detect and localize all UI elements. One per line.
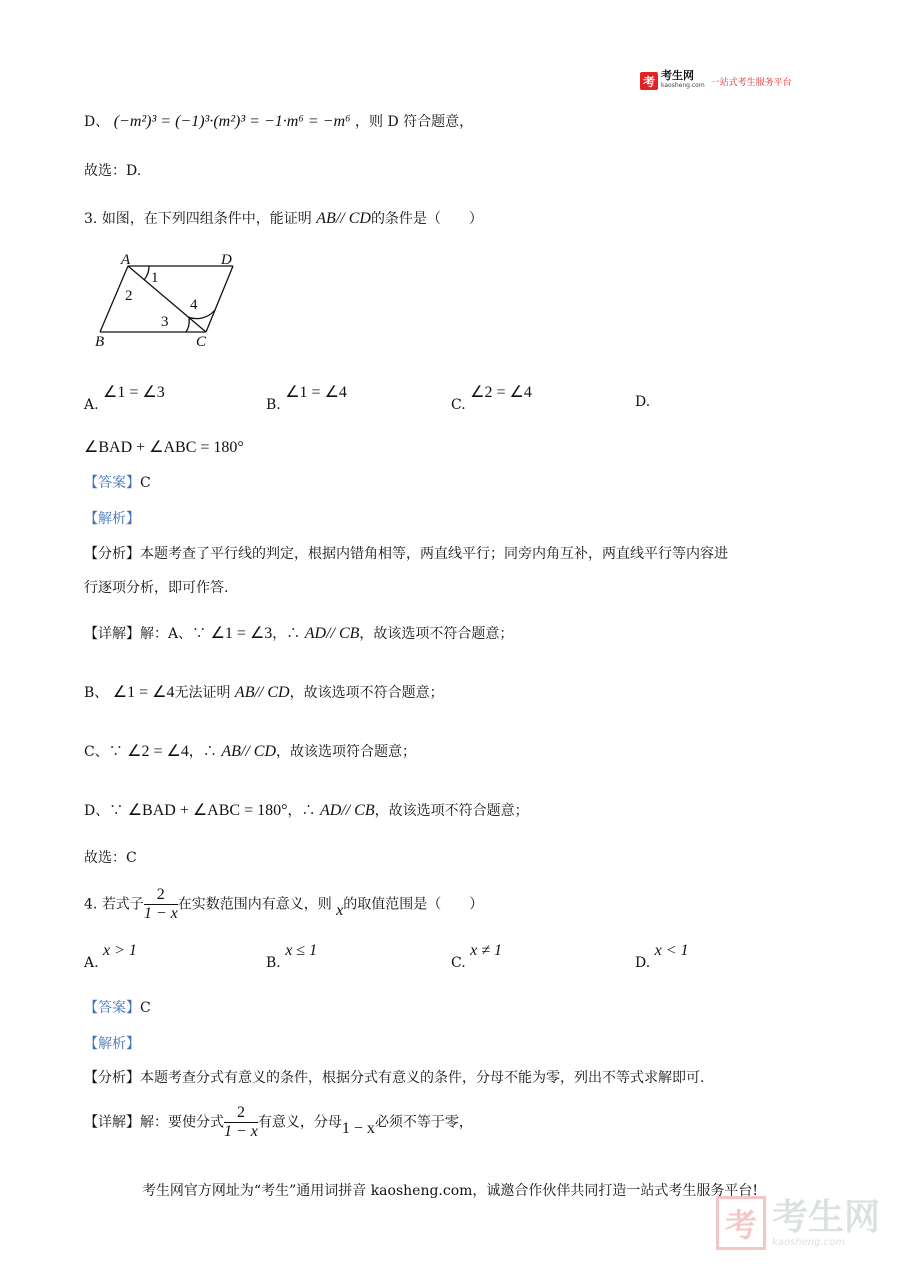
logo-slogan: 一站式考生服务平台 [710,77,792,88]
logo-domain: kaosheng.com [661,82,705,89]
site-logo [640,70,792,92]
q3-detail-c-math1: ∠2 = ∠4 [127,743,189,760]
footer-notice: 考生网官方网址为“考生”通用词拼音 kaosheng.com，诚邀合作伙伴共同打造一站式考生服务平台! [141,1183,759,1199]
q4-detail-post: 必须不等于零， [374,1114,473,1131]
q4-option-a-expr: x > 1 [103,942,137,959]
q4-fenxi-text: 本题考查分式有意义的条件，根据分式有意义的条件，分母不能为零，列出不等式求解即可. [140,1070,705,1086]
q4-stem-after: 的取值范围是（ ） [343,896,484,913]
q3-detail-b-pre: B、 [84,685,109,701]
q4-stem [84,886,483,923]
q2-d-expression: (−m²)³ = (−1)³·(m²)³ = −1·m⁶ = −m⁶ [113,113,351,130]
q3-option-b-expr: ∠1 = ∠4 [285,384,347,401]
q4-answer-tag: 【答案】 [84,1000,140,1016]
q3-fenxi-line1 [84,544,728,564]
q3-detail-b-math2: AB// CD [234,684,290,701]
q3-detail-a-mid: ，∴ [272,626,301,642]
q3-option-c-expr: ∠2 = ∠4 [470,384,532,401]
q4-stem-before: 若式子 [101,896,144,913]
q4-option-c [451,942,503,972]
q3-option-a-letter: A. [84,397,99,413]
segment-cd [206,266,233,332]
q4-detail-frac-den: 1 − x [224,1123,258,1140]
q2-option-d-line [84,112,473,132]
q4-stem-var: x [336,901,344,919]
q2-d-suffix: ，则 D 符合题意， [355,114,474,130]
q4-frac-num: 2 [144,886,178,905]
q3-answer-value: C [140,475,151,491]
q3-option-a [84,384,165,414]
q3-detail-b-post: ，故该选项不符合题意； [289,685,444,701]
q3-fenxi-text1: 本题考查了平行线的判定，根据内错角相等，两直线平行；同旁内角互补，两直线平行等内容进 [140,546,728,562]
q3-analysis-tag: 【解析】 [84,511,140,527]
q3-option-d-expr [84,438,244,458]
q3-detail-a [84,624,513,644]
label-angle-2: 2 [125,288,133,304]
q3-fenxi-line2: 行逐项分析，即可作答. [84,580,229,596]
q3-option-d [635,394,650,410]
q3-fenxi-tag: 【分析】 [84,546,140,562]
label-d: D [221,252,232,268]
q4-frac-den: 1 − x [143,905,178,922]
label-angle-4: 4 [190,297,198,313]
segment-ab [100,266,128,332]
q4-fenxi-tag: 【分析】 [84,1070,140,1086]
q3-parallelogram-figure [88,248,248,352]
watermark-mark-icon: 考 [716,1196,766,1250]
q3-option-d-letter: D. [635,394,651,410]
q3-detail-a-post: ，故该选项不符合题意； [359,626,514,642]
q4-analysis-tag: 【解析】 [84,1036,140,1052]
q3-detail-b [84,683,444,703]
q4-detail [84,1104,473,1141]
label-c: C [196,334,207,350]
q4-fenxi [84,1068,704,1088]
q3-detail-d-post: ，故该选项不符合题意； [374,803,529,819]
q3-conclusion: 故选：C [84,850,137,866]
q3-number: 3. [84,211,98,227]
q4-stem-mid: 在实数范围内有意义，则 [177,896,332,913]
logo-mark-icon: 考 [640,72,658,90]
q3-option-c-letter: C. [451,397,466,413]
label-a: A [121,252,131,268]
q4-option-d [635,942,689,972]
q3-detail-d-math1: ∠BAD + ∠ABC = 180° [127,802,288,819]
q4-stem-fraction [144,886,178,923]
q3-answer [84,473,151,493]
q3-answer-tag: 【答案】 [84,475,140,491]
q4-option-b-letter: B. [266,955,281,971]
q3-detail-d-math2: AD// CB [319,802,375,819]
q4-number: 4. [84,896,98,913]
q2-d-prefix: D、 [84,114,110,130]
q4-detail-mid: 有意义，分母 [257,1114,342,1131]
q3-detail-c-mid: ，∴ [188,744,217,760]
q3-option-b [266,384,347,414]
angle-1-arc [144,266,149,280]
q4-option-c-letter: C. [451,955,466,971]
q3-detail-d-pre: D、∵ [84,803,124,819]
q4-detail-fraction [224,1104,258,1141]
q3-detail-a-math2: AD// CB [304,625,360,642]
q2-conclusion: 故选：D. [84,163,142,179]
q4-detail-math: 1 − x [341,1119,375,1137]
q3-detail-c-post: ，故该选项符合题意； [276,744,417,760]
q4-option-b [266,942,318,972]
q4-option-a-letter: A. [84,955,99,971]
angle-3-arc [186,318,189,332]
q4-answer [84,998,151,1018]
q3-stem-after: 的条件是（ ） [370,211,483,227]
q3-option-d-expr-text: ∠BAD + ∠ABC = 180° [84,439,244,456]
logo-name-text: 考生网 [661,69,694,82]
q4-detail-pre: 解：要使分式 [140,1114,224,1131]
watermark [716,1196,880,1250]
label-angle-3: 3 [161,314,169,330]
q3-option-c [451,384,532,414]
q3-detail-c [84,742,416,762]
label-angle-1: 1 [151,270,159,286]
q4-option-b-expr: x ≤ 1 [285,942,318,959]
q4-detail-tag: 【详解】 [84,1114,140,1131]
q3-detail-a-math1: ∠1 = ∠3 [210,625,273,642]
q4-option-d-expr: x < 1 [654,942,689,959]
q3-stem-math: AB// CD [316,210,371,227]
q4-option-a [84,942,137,972]
logo-name [661,71,705,91]
q3-detail-tag: 【详解】 [84,626,140,642]
q4-option-c-expr: x ≠ 1 [470,942,503,959]
q3-option-b-letter: B. [266,397,281,413]
q3-detail-c-pre: C、∵ [84,744,123,760]
q3-detail-d-mid: ，∴ [287,803,316,819]
q3-option-a-expr: ∠1 = ∠3 [103,384,165,401]
q4-answer-value: C [140,1000,151,1016]
watermark-name: 考生网 [772,1196,881,1238]
q3-detail-a-pre: 解：A、∵ [140,626,207,642]
q4-detail-frac-num: 2 [224,1104,258,1123]
q3-detail-b-math1: ∠1 = ∠4 [112,684,175,701]
q3-detail-c-math2: AB// CD [221,743,277,760]
watermark-text [772,1196,881,1248]
q3-stem-before: 如图，在下列四组条件中，能证明 [101,211,312,227]
watermark-domain: kaosheng.com [772,1236,845,1248]
q3-stem [84,209,483,229]
label-b: B [95,334,105,350]
q3-detail-b-mid: 无法证明 [174,685,231,701]
q3-detail-d [84,801,529,821]
q4-option-d-letter: D. [635,955,651,971]
